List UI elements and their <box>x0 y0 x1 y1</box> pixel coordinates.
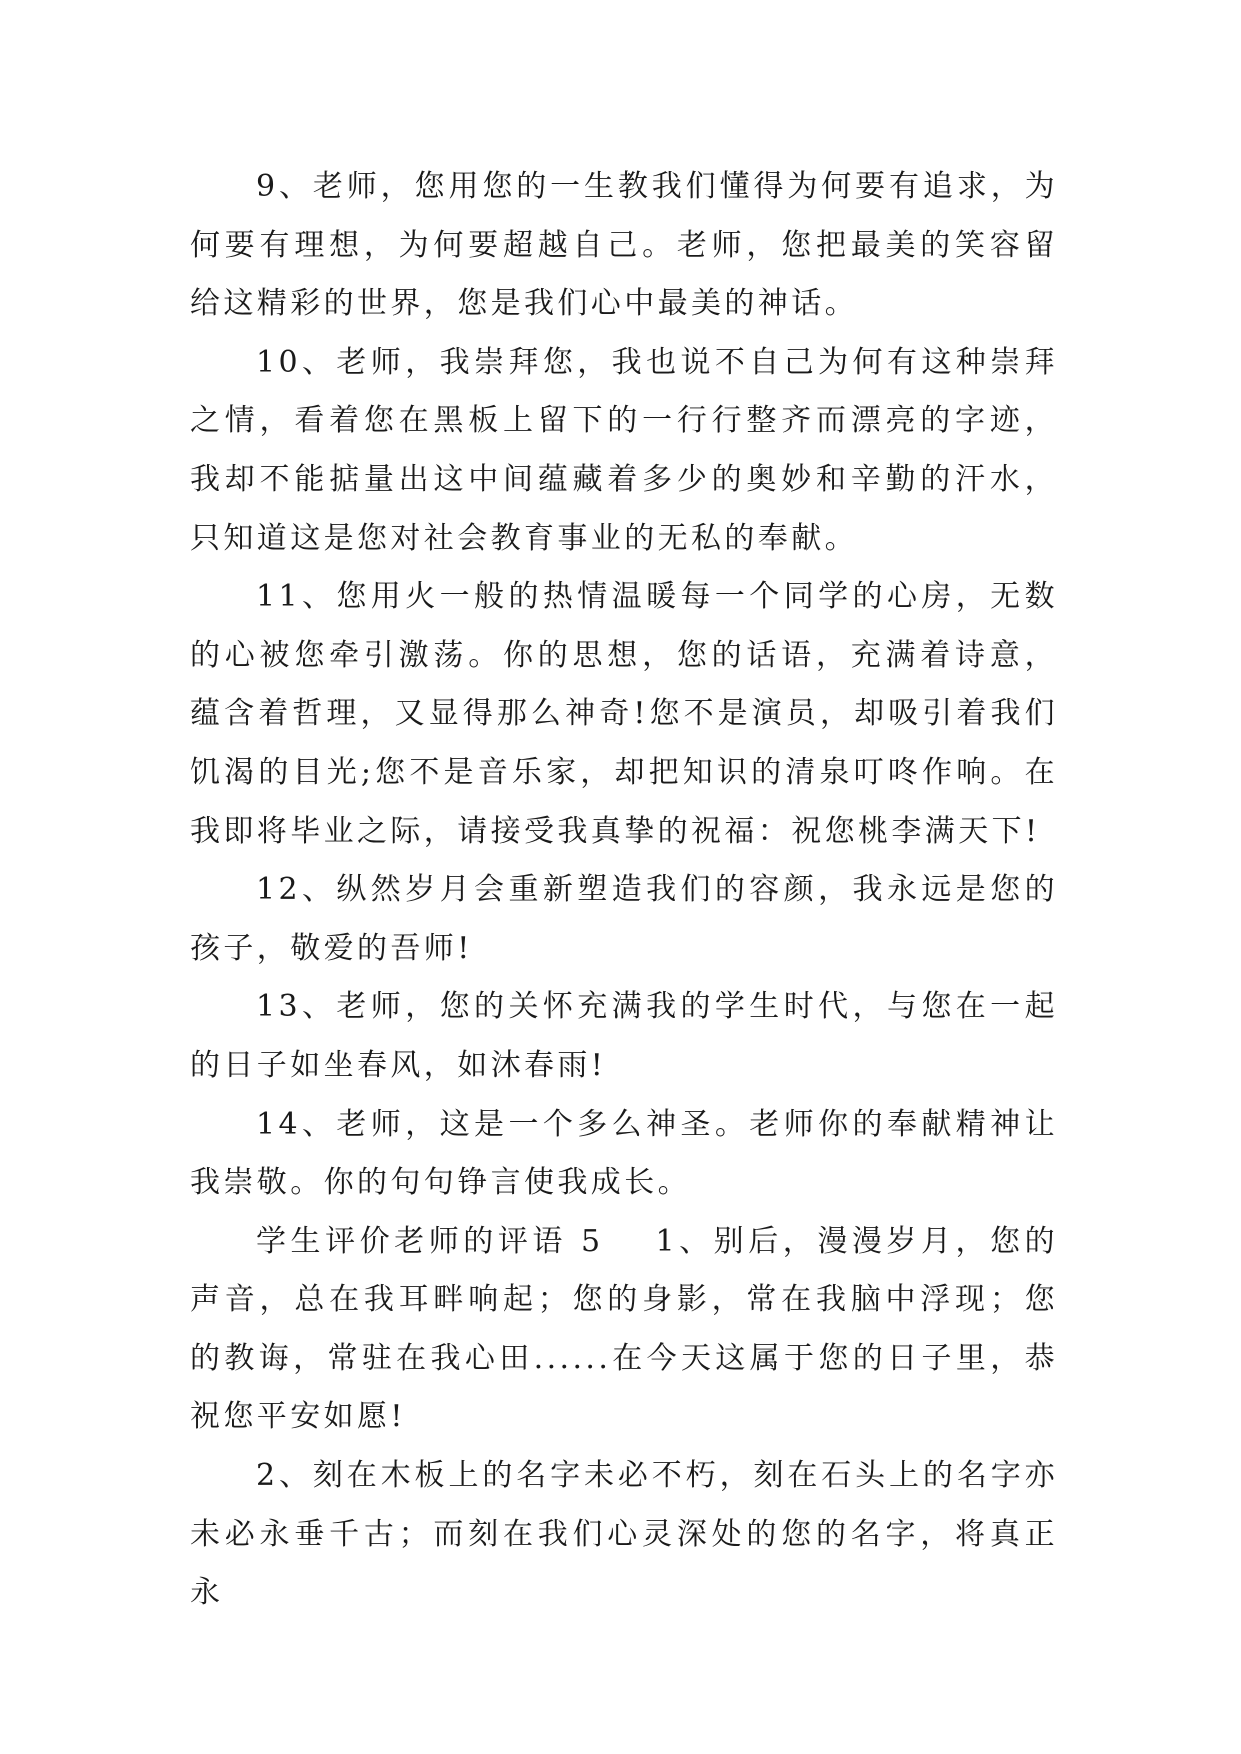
section-heading: 学生评价老师的评语 5 <box>256 1223 604 1259</box>
document-body <box>190 158 1058 1623</box>
paragraph-item-12: 12、纵然岁月会重新塑造我们的容颜，我永远是您的孩子，敬爱的吾师! <box>190 872 1058 966</box>
section-paragraph <box>190 1213 1058 1447</box>
paragraph-item-11: 11、您用火一般的热情温暖每一个同学的心房，无数的心被您牵引激荡。你的思想，您的话语，充满着诗意，蕴含着哲理，又显得那么神奇!您不是演员，却吸引着我们饥渴的目光;您不是音乐家，却把知识的清泉叮咚作响。在我即将毕业之际，请接受我真挚的祝福：祝您桃李满天下! <box>190 579 1058 849</box>
section-item-1: 1、别后，漫漫岁月，您的声音，总在我耳畔响起；您的身影，常在我脑中浮现；您的教诲，常驻在我心田......在今天这属于您的日子里，恭祝您平安如愿! <box>190 1223 1058 1435</box>
paragraph-item-2: 2、刻在木板上的名字未必不朽，刻在石头上的名字亦未必永垂千古；而刻在我们心灵深处的您的名字，将真正永 <box>190 1458 1058 1611</box>
paragraph-item-10: 10、老师，我崇拜您，我也说不自己为何有这种崇拜之情，看着您在黑板上留下的一行行整齐而漂亮的字迹，我却不能掂量出这中间蕴藏着多少的奥妙和辛勤的汗水，只知道这是您对社会教育事业的无私的奉献。 <box>190 344 1058 556</box>
paragraph-item-9: 9、老师，您用您的一生教我们懂得为何要有追求，为何要有理想，为何要超越自己。老师，您把最美的笑容留给这精彩的世界，您是我们心中最美的神话。 <box>190 169 1058 322</box>
paragraph-item-14: 14、老师，这是一个多么神圣。老师你的奉献精神让我崇敬。你的句句铮言使我成长。 <box>190 1106 1058 1201</box>
paragraph-item-13: 13、老师，您的关怀充满我的学生时代，与您在一起的日子如坐春风，如沐春雨! <box>190 989 1058 1083</box>
